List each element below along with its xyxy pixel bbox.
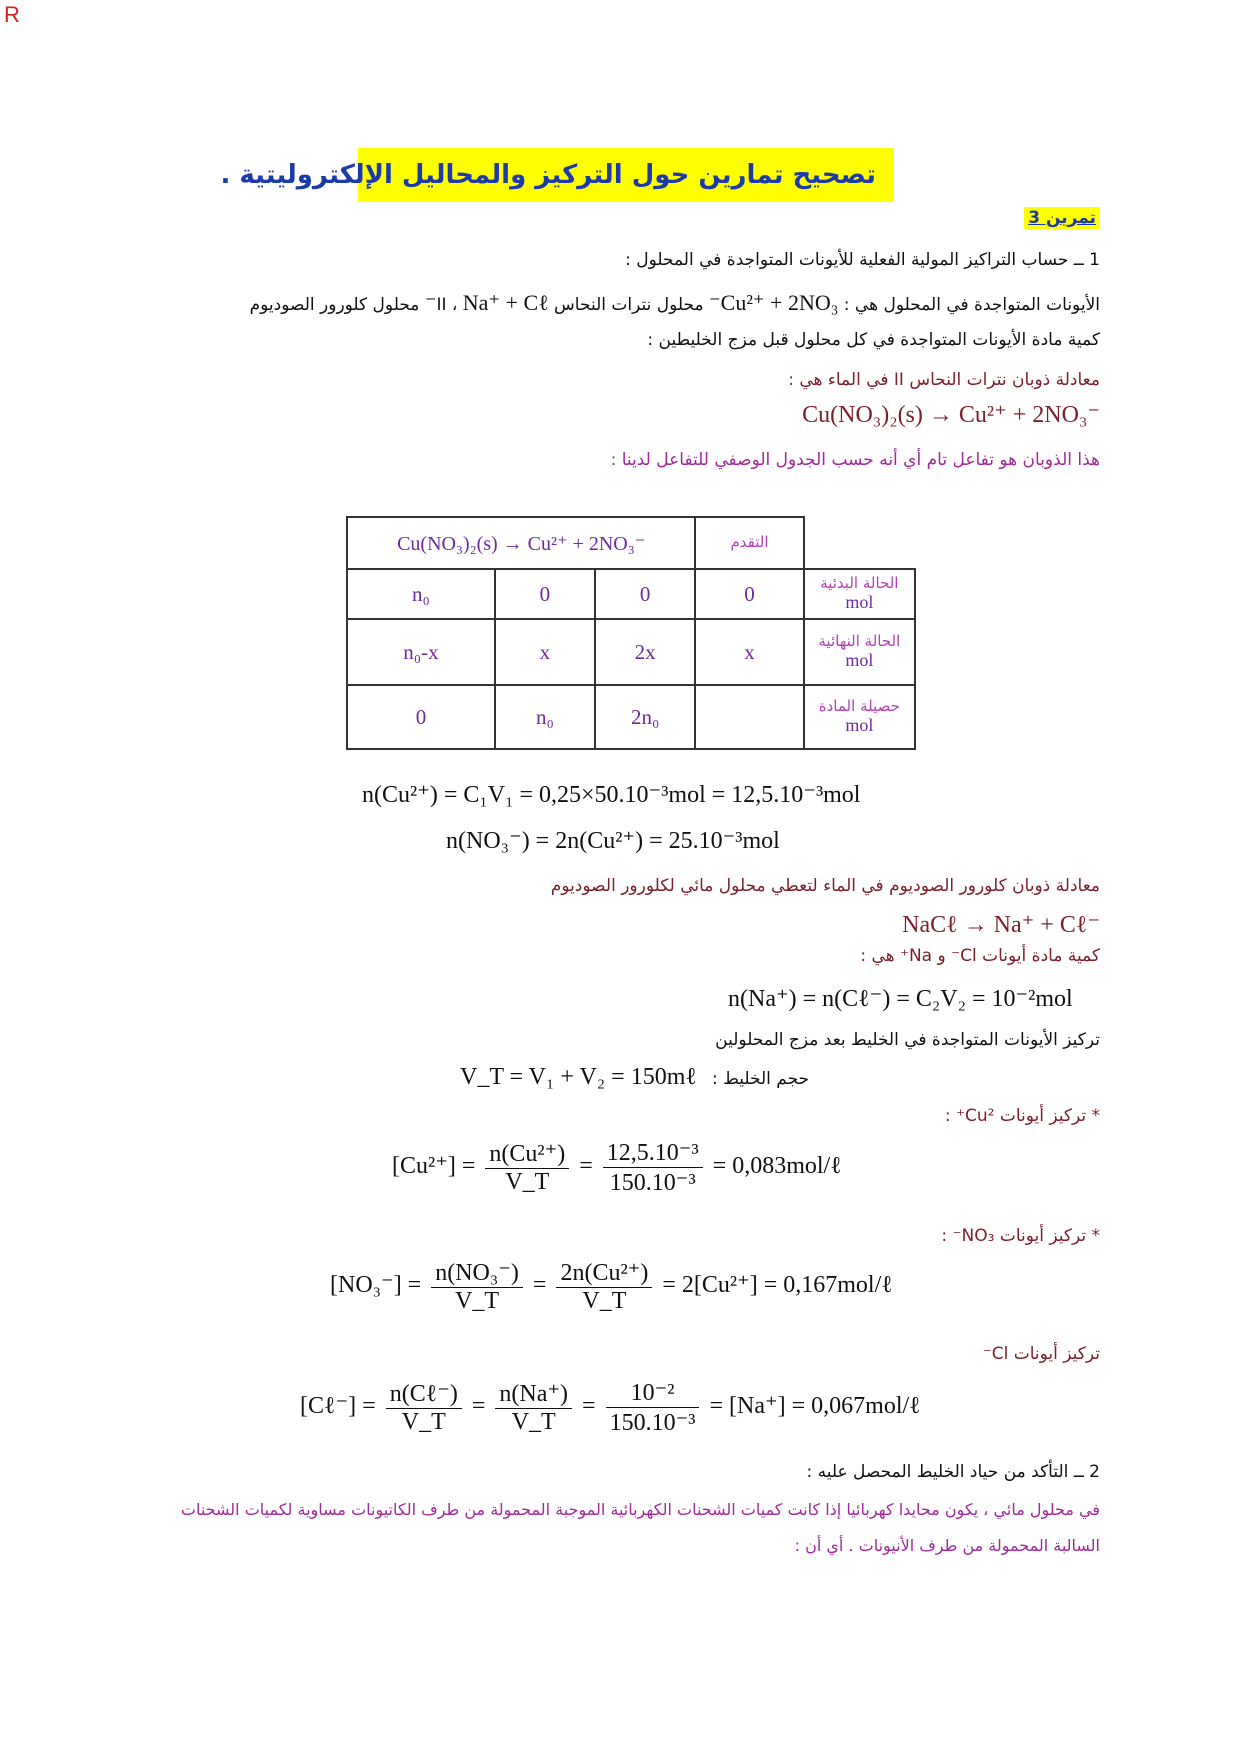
table-cell: 0: [595, 569, 696, 619]
table-cell: 2x: [595, 619, 696, 685]
neutrality-line-1: في محلول مائي ، يكون محايدا كهربائيا إذا كانت كميات الشحنات الكهربائية الموجبة المحمولة من طرف الكاتيونات مساوية لكميات الشحنات: [180, 1500, 1100, 1519]
page-title: تصحيح تمارين حول التركيز والمحاليل الإلكتروليتية .: [358, 148, 894, 202]
na-ions-formula: Na⁺ + Cℓ⁻: [424, 290, 549, 315]
dissolution-nacl-equation: NaCℓ → Na⁺ + Cℓ⁻: [902, 912, 1100, 938]
no3-conc-equation: [NO₃⁻] = $\frac{\text{n(NO₃⁻)}}{V\_T}$ = $\frac{\text{2n(Cu²⁺)}}{V\_T}$ = 2[Cu²⁺] = 0,167mol/ℓ: [330, 1260, 893, 1314]
table-cell: n₀-x: [347, 619, 495, 685]
no3-conc-heading: * تركيز أيونات NO₃⁻ :: [941, 1226, 1100, 1246]
no3-conc-result: = 2[Cu²⁺] = 0,167mol/ℓ: [662, 1272, 893, 1299]
table-cell: x: [695, 619, 803, 685]
total-volume-label: حجم الخليط :: [711, 1069, 810, 1089]
table-header-progress: التقدم: [695, 517, 803, 569]
total-reaction-note: هذا الذوبان هو تفاعل تام أي أنه حسب الجدول الوصفي للتفاعل لدينا :: [610, 450, 1100, 470]
cl-conc-lhs: [Cℓ⁻] =: [300, 1393, 376, 1420]
table-row: [347, 619, 915, 685]
table-cell: n₀: [347, 569, 495, 619]
table-cell: 0: [495, 569, 595, 619]
ions-prefix: الأيونات المتواجدة في المحلول هي :: [843, 295, 1100, 315]
cl-conc-heading: تركيز أيونات Cl⁻: [982, 1344, 1100, 1364]
dissolution-cu-heading: معادلة ذوبان نترات النحاس II في الماء هي :: [788, 370, 1100, 390]
exercise-title: تمرين 3: [1024, 207, 1100, 229]
cu-conc-result: = 0,083mol/ℓ: [712, 1153, 842, 1180]
row-label: حصيلة المادة mol: [804, 685, 915, 749]
eq-n-cu: n(Cu²⁺) = C₁V₁ = 0,25×50.10⁻³mol = 12,5.10⁻³mol: [362, 782, 861, 808]
table-cell: x: [495, 619, 595, 685]
total-volume-line: [460, 1064, 809, 1091]
table-cell: 2n₀: [595, 685, 696, 749]
amount-before-mix: كمية مادة الأيونات المتواجدة في كل محلول قبل مزج الخليطين :: [647, 330, 1100, 350]
neutrality-line-2: السالبة المحمولة من طرف الأنيونات . أي أن :: [794, 1536, 1100, 1555]
fraction: $\frac{\text{n(Cu²⁺)}}{V\_T}$: [485, 1139, 569, 1196]
q1-heading: 1 ــ حساب التراكيز المولية الفعلية للأيونات المتواجدة في المحلول :: [625, 250, 1100, 270]
total-volume-equation: V_T = V₁ + V₂ = 150mℓ: [460, 1064, 697, 1090]
fraction: $\frac{\text{n(Cℓ⁻)}}{V\_T}$: [386, 1379, 462, 1436]
corner-mark: R: [4, 2, 20, 27]
progress-table: [346, 516, 916, 750]
table-row: [347, 685, 915, 749]
na-solution-text: محلول كلورور الصوديوم: [249, 295, 420, 315]
fraction: $\frac{n(Na^+)}{V\_T}$: [495, 1379, 572, 1436]
row-label: الحالة النهائية mol: [804, 619, 915, 685]
fraction: $\frac{\text{n(NO₃⁻)}}{V\_T}$: [431, 1258, 523, 1315]
amount-na-cl-heading: كمية مادة أيونات Cl⁻ و Na⁺ هي :: [860, 946, 1100, 966]
row-label: الحالة البدئية mol: [804, 569, 915, 619]
eq-n-na: n(Na⁺) = n(Cℓ⁻) = C₂V₂ = 10⁻²mol: [728, 986, 1073, 1012]
ions-present-line: [200, 290, 1100, 316]
cu-conc-heading: * تركيز أيونات Cu²⁺ :: [944, 1106, 1100, 1126]
table-cell: 0: [695, 569, 803, 619]
table-cell: [695, 685, 803, 749]
cu-solution-text: محلول نترات النحاس II ،: [436, 295, 704, 315]
q2-heading: 2 ــ التأكد من حياد الخليط المحصل عليه :: [806, 1462, 1100, 1482]
table-cell: 0: [347, 685, 495, 749]
cl-conc-equation: [Cℓ⁻] = $\frac{\text{n(Cℓ⁻)}}{V\_T}$ = $\frac{n(Na^+)}{V\_T}$ = $\frac{\text{10⁻²}}{\text{150.10⁻³}}$ = [Na⁺] = 0,067mol/ℓ: [300, 1380, 921, 1436]
cu-conc-lhs: [Cu²⁺] =: [392, 1153, 476, 1180]
cu-ions-formula: Cu²⁺ + 2NO₃⁻: [709, 290, 839, 315]
cu-conc-equation: [Cu²⁺] = $\frac{\text{n(Cu²⁺)}}{V\_T}$ = $\frac{\text{12,5.10⁻³}}{\text{150.10⁻³}}$ = 0,083mol/ℓ: [392, 1140, 842, 1196]
no3-conc-lhs: [NO₃⁻] =: [330, 1272, 422, 1299]
cl-conc-result: = [Na⁺] = 0,067mol/ℓ: [709, 1393, 921, 1420]
dissolution-nacl-heading: معادلة ذوبان كلورور الصوديوم في الماء لتعطي محلول مائي لكلورور الصوديوم: [550, 876, 1100, 896]
table-cell: n₀: [495, 685, 595, 749]
fraction: $\frac{\text{10⁻²}}{\text{150.10⁻³}}$: [606, 1378, 700, 1437]
fraction: $\frac{\text{2n(Cu²⁺)}}{V\_T}$: [556, 1258, 652, 1315]
fraction: $\frac{\text{12,5.10⁻³}}{\text{150.10⁻³}}$: [603, 1138, 703, 1197]
table-row: [347, 569, 915, 619]
table-header-equation: Cu(NO₃)₂(s) → Cu²⁺ + 2NO₃⁻: [347, 517, 695, 569]
eq-n-no3: n(NO₃⁻) = 2n(Cu²⁺) = 25.10⁻³mol: [446, 828, 780, 854]
dissolution-cu-equation: Cu(NO₃)₂(s) → Cu²⁺ + 2NO₃⁻: [802, 402, 1100, 428]
concentration-after-mix: تركيز الأيونات المتواجدة في الخليط بعد مزج المحلولين: [715, 1030, 1100, 1050]
